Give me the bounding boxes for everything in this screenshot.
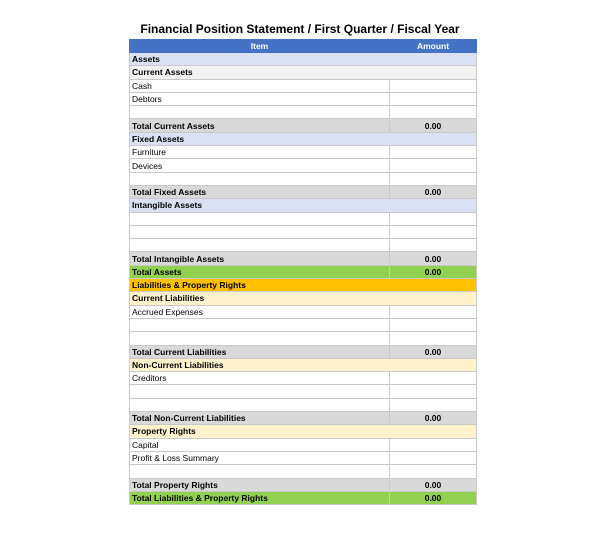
property-rights-header-row (130, 425, 477, 438)
table-row (130, 372, 477, 385)
blank-row (130, 332, 477, 345)
blank-row (130, 239, 477, 252)
total-amount[interactable]: 0.00 (390, 185, 477, 198)
blank-row (130, 465, 477, 478)
blank-row (130, 398, 477, 411)
fixed-assets-header-row (130, 132, 477, 145)
item-cell[interactable]: Profit & Loss Summary (130, 451, 390, 464)
non-current-liabilities-label[interactable]: Non-Current Liabilities (130, 358, 477, 371)
item-cell[interactable] (130, 239, 390, 252)
amount-cell[interactable] (390, 146, 477, 159)
total-label[interactable]: Total Current Assets (130, 119, 390, 132)
amount-cell[interactable] (390, 106, 477, 119)
total-non-current-liabilities-row (130, 412, 477, 425)
item-cell[interactable]: Debtors (130, 92, 390, 105)
amount-cell[interactable] (390, 372, 477, 385)
liabilities-section-label[interactable]: Liabilities & Property Rights (130, 279, 477, 292)
table-row (130, 451, 477, 464)
amount-cell[interactable] (390, 225, 477, 238)
blank-row (130, 318, 477, 331)
item-cell[interactable]: Furniture (130, 146, 390, 159)
financial-position-table (129, 39, 477, 505)
item-cell[interactable] (130, 212, 390, 225)
table-row (130, 305, 477, 318)
amount-cell[interactable] (390, 398, 477, 411)
item-cell[interactable]: Cash (130, 79, 390, 92)
item-cell[interactable] (130, 465, 390, 478)
amount-cell[interactable] (390, 318, 477, 331)
intangible-assets-header-row (130, 199, 477, 212)
blank-row (130, 225, 477, 238)
amount-cell[interactable] (390, 465, 477, 478)
amount-cell[interactable] (390, 305, 477, 318)
total-label[interactable]: Total Current Liabilities (130, 345, 390, 358)
total-intangible-assets-row (130, 252, 477, 265)
amount-cell[interactable] (390, 79, 477, 92)
table-row (130, 159, 477, 172)
header-row (130, 40, 477, 53)
item-column-header: Item (130, 40, 390, 53)
total-label[interactable]: Total Non-Current Liabilities (130, 412, 390, 425)
intangible-assets-label[interactable]: Intangible Assets (130, 199, 477, 212)
total-amount[interactable]: 0.00 (390, 478, 477, 491)
liabilities-section-row (130, 279, 477, 292)
total-current-liabilities-row (130, 345, 477, 358)
item-cell[interactable] (130, 106, 390, 119)
item-cell[interactable] (130, 332, 390, 345)
fixed-assets-label[interactable]: Fixed Assets (130, 132, 477, 145)
property-rights-label[interactable]: Property Rights (130, 425, 477, 438)
item-cell[interactable]: Creditors (130, 372, 390, 385)
table-row (130, 438, 477, 451)
item-cell[interactable] (130, 225, 390, 238)
current-liabilities-label[interactable]: Current Liabilities (130, 292, 477, 305)
grand-total-amount[interactable]: 0.00 (390, 265, 477, 278)
item-cell[interactable] (130, 318, 390, 331)
blank-row (130, 106, 477, 119)
item-cell[interactable]: Capital (130, 438, 390, 451)
blank-row (130, 172, 477, 185)
non-current-liabilities-header-row (130, 358, 477, 371)
blank-row (130, 212, 477, 225)
total-amount[interactable]: 0.00 (390, 119, 477, 132)
grand-total-label[interactable]: Total Assets (130, 265, 390, 278)
amount-cell[interactable] (390, 385, 477, 398)
current-assets-header-row (130, 66, 477, 79)
total-label[interactable]: Total Property Rights (130, 478, 390, 491)
total-label[interactable]: Total Fixed Assets (130, 185, 390, 198)
amount-cell[interactable] (390, 172, 477, 185)
item-cell[interactable]: Devices (130, 159, 390, 172)
current-assets-label[interactable]: Current Assets (130, 66, 477, 79)
amount-cell[interactable] (390, 212, 477, 225)
total-amount[interactable]: 0.00 (390, 345, 477, 358)
total-property-rights-row (130, 478, 477, 491)
total-amount[interactable]: 0.00 (390, 252, 477, 265)
amount-cell[interactable] (390, 92, 477, 105)
item-cell[interactable]: Accrued Expenses (130, 305, 390, 318)
table-row (130, 79, 477, 92)
blank-row (130, 385, 477, 398)
item-cell[interactable] (130, 398, 390, 411)
assets-section-row (130, 53, 477, 66)
total-amount[interactable]: 0.00 (390, 412, 477, 425)
item-cell[interactable] (130, 172, 390, 185)
total-liabilities-property-rights-row (130, 491, 477, 504)
amount-cell[interactable] (390, 332, 477, 345)
total-current-assets-row (130, 119, 477, 132)
grand-total-label[interactable]: Total Liabilities & Property Rights (130, 491, 390, 504)
amount-cell[interactable] (390, 159, 477, 172)
amount-column-header: Amount (390, 40, 477, 53)
table-row (130, 146, 477, 159)
item-cell[interactable] (130, 385, 390, 398)
current-liabilities-header-row (130, 292, 477, 305)
total-fixed-assets-row (130, 185, 477, 198)
table-row (130, 92, 477, 105)
amount-cell[interactable] (390, 451, 477, 464)
grand-total-amount[interactable]: 0.00 (390, 491, 477, 504)
assets-section-label[interactable]: Assets (130, 53, 477, 66)
statement-title: Financial Position Statement / First Quarter / Fiscal Year (140, 22, 460, 36)
amount-cell[interactable] (390, 239, 477, 252)
total-label[interactable]: Total Intangible Assets (130, 252, 390, 265)
amount-cell[interactable] (390, 438, 477, 451)
total-assets-row (130, 265, 477, 278)
